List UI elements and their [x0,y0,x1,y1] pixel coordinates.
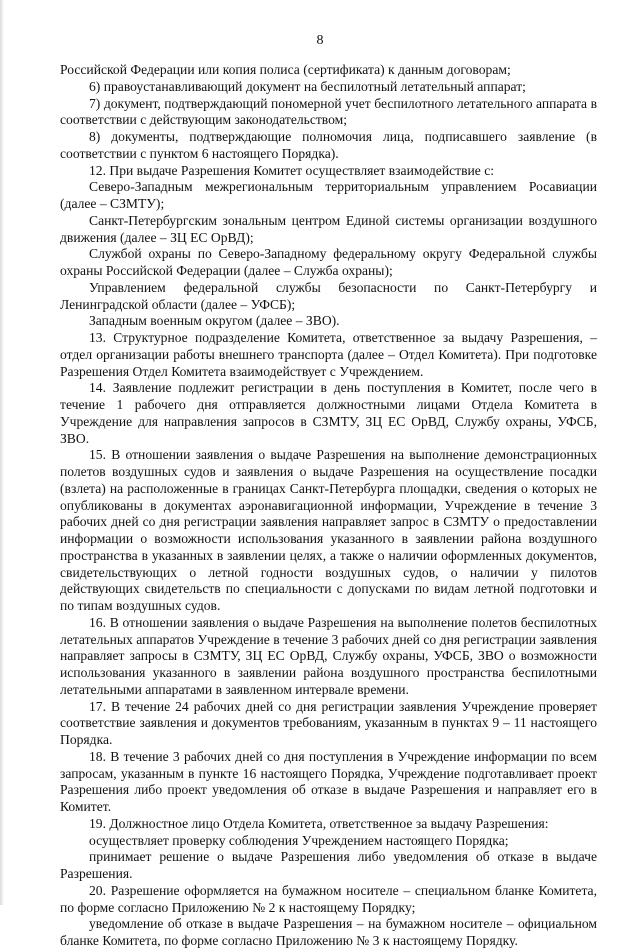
paragraph: 6) правоустанавливающий документ на беспилотный летательный аппарат; [89,78,526,94]
paragraph: 17. В течение 24 рабочих дней со дня регистрации заявления Учреждение проверяет соответствие заявления и документов требованиям, указанным в пунктах 9 – 11 настоящего Порядка. [60,698,597,747]
paragraph: осуществляет проверку соблюдения Учреждением настоящего Порядка; [89,832,509,848]
paragraph: 20. Разрешение оформляется на бумажном носителе – специальном бланке Комитета, по форме согласно Приложению № 2 к настоящему Порядку; [60,882,597,915]
paragraph: 12. При выдаче Разрешения Комитет осуществляет взаимодействие с: [89,162,495,178]
paragraph: 19. Должностное лицо Отдела Комитета, ответственное за выдачу Разрешения: [89,815,549,831]
paragraph: 15. В отношении заявления о выдаче Разрешения на выполнение демонстрационных полетов воздушных судов и заявления о выдаче Разрешения на осуществление посадки (взлета) на расположенные в границах Санкт-Петербурга площадки, сведения о которых не опубликованы в документах аэронавигационной информации, Учреждение в течение 3 рабочих дней со дня регистрации заявления направляет запрос в СЗМТУ о предоставлении информации о возможности использования указанного в заявлении района воздушного пространства в указанных в заявлении целях, а также о наличии оформленных документов, свидетельствующих о летной годности воздушных судов, о наличии у пилотов действующих свидетельств по специальности с допусками по видам летной подготовки и по типам воздушных судов. [60,447,597,613]
paragraph: Российской Федерации или копия полиса (сертификата) к данным договорам; [60,62,511,77]
paragraph: 13. Структурное подразделение Комитета, ответственное за выдачу Разрешения, – отдел организации работы внешнего транспорта (далее – Отдел Комитета). При подготовке Разрешения Отдел Комитета взаимодействует с Учреждением. [60,330,597,379]
paragraph: Северо-Западным межрегиональным территориальным управлением Росавиации (далее – СЗМТУ); [60,179,597,211]
paragraph: принимает решение о выдаче Разрешения либо уведомления об отказе в выдаче Разрешения. [60,849,597,881]
paragraph: 16. В отношении заявления о выдаче Разрешения на выполнение полетов беспилотных летательных аппаратов Учреждение в течение 3 рабочих дней со дня регистрации заявления направляет запросы в СЗМТУ, ЗЦ ЕС ОрВД, Службу охраны, УФСБ, ЗВО о возможности использования указанного в заявлении района воздушного пространства беспилотными летательными аппаратами в заявленном интервале времени. [60,614,597,697]
paragraph: Службой охраны по Северо-Западному федеральному округу Федеральной службы охраны Российской Федерации (далее – Служба охраны); [60,246,597,278]
page-number: 8 [316,33,324,48]
paragraph: Западным военным округом (далее – ЗВО). [89,313,340,329]
document-body [60,62,597,950]
paragraph: 18. В течение 3 рабочих дней со дня поступления в Учреждение информации по всем запросам, указанным в пункте 16 настоящего Порядка, Учреждение подготавливает проект Разрешения либо проект уведомления об отказе в выдаче Разрешения и направляет его в Комитет. [60,748,597,814]
scan-edge [0,0,4,905]
paragraph: 7) документ, подтверждающий пономерной учет беспилотного летательного аппарата в соответствии с действующим законодательством; [60,95,597,128]
paragraph: уведомление об отказе в выдаче Разрешения – на бумажном носителе – официальном бланке Комитета, по форме согласно Приложению № 3 к настоящему Порядку. [60,916,597,948]
paragraph: Управлением федеральной службы безопасности по Санкт-Петербургу и Ленинградской области (далее – УФСБ); [60,279,597,312]
paragraph: 8) документы, подтверждающие полномочия лица, подписавшего заявление (в соответствии с пунктом 6 настоящего Порядка). [60,129,597,161]
paragraph: Санкт-Петербургским зональным центром Единой системы организации воздушного движения (далее – ЗЦ ЕС ОрВД); [60,212,597,245]
paragraph: 14. Заявление подлежит регистрации в день поступления в Комитет, после чего в течение 1 рабочего дня отправляется должностными лицами Отдела Комитета в Учреждение для направления запросов в СЗМТУ, ЗЦ ЕС ОрВД, Службу охраны, УФСБ, ЗВО. [60,380,597,446]
